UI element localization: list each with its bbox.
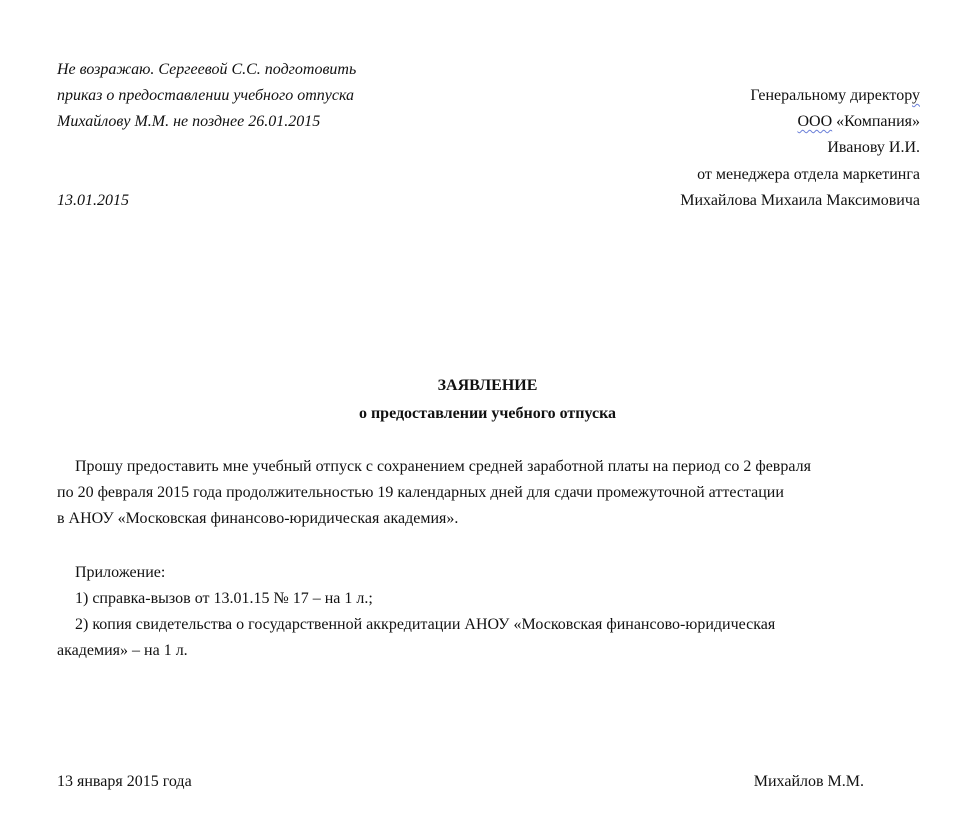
document-subtitle: о предоставлении учебного отпуска bbox=[358, 405, 617, 422]
addressee-line-1-main: Генеральному директор bbox=[750, 87, 912, 104]
body-line-1: Прошу предоставить мне учебный отпуск с сохранением средней заработной платы на период со 2 февраля bbox=[75, 458, 811, 475]
body-line-2: по 20 февраля 2015 года продолжительностью 19 календарных дней для сдачи промежуточной аттестации bbox=[57, 484, 784, 501]
resolution-date: 13.01.2015 bbox=[57, 192, 129, 209]
resolution-line-3: Михайлову М.М. не позднее 26.01.2015 bbox=[57, 113, 321, 130]
addressee-company-name: «Компания» bbox=[832, 113, 920, 130]
addressee-line-1-end: у bbox=[912, 87, 920, 104]
footer-signature: Михайлов М.М. bbox=[753, 773, 864, 790]
addressee-line-4: от менеджера отдела маркетинга bbox=[697, 166, 920, 183]
attachment-item-1: 1) справка-вызов от 13.01.15 № 17 – на 1 л.; bbox=[75, 590, 373, 607]
body-line-3: в АНОУ «Московская финансово-юридическая академия». bbox=[57, 510, 459, 527]
addressee-line-5: Михайлова Михаила Максимовича bbox=[680, 192, 920, 209]
document-title: ЗАЯВЛЕНИЕ bbox=[437, 377, 538, 394]
footer-date: 13 января 2015 года bbox=[57, 773, 192, 790]
addressee-line-3: Иванову И.И. bbox=[827, 139, 920, 156]
attachment-item-2-line-1: 2) копия свидетельства о государственной аккредитации АНОУ «Московская финансово-юридическая bbox=[75, 616, 776, 633]
attachment-item-2-line-2: академия» – на 1 л. bbox=[57, 642, 188, 659]
addressee-line-1 bbox=[750, 86, 920, 106]
addressee-company-form: ООО bbox=[797, 113, 833, 130]
resolution-line-2: приказ о предоставлении учебного отпуска bbox=[57, 87, 355, 104]
addressee-line-2 bbox=[797, 112, 920, 132]
resolution-line-1: Не возражаю. Сергеевой С.С. подготовить bbox=[57, 61, 357, 78]
attachments-heading: Приложение: bbox=[75, 564, 166, 581]
